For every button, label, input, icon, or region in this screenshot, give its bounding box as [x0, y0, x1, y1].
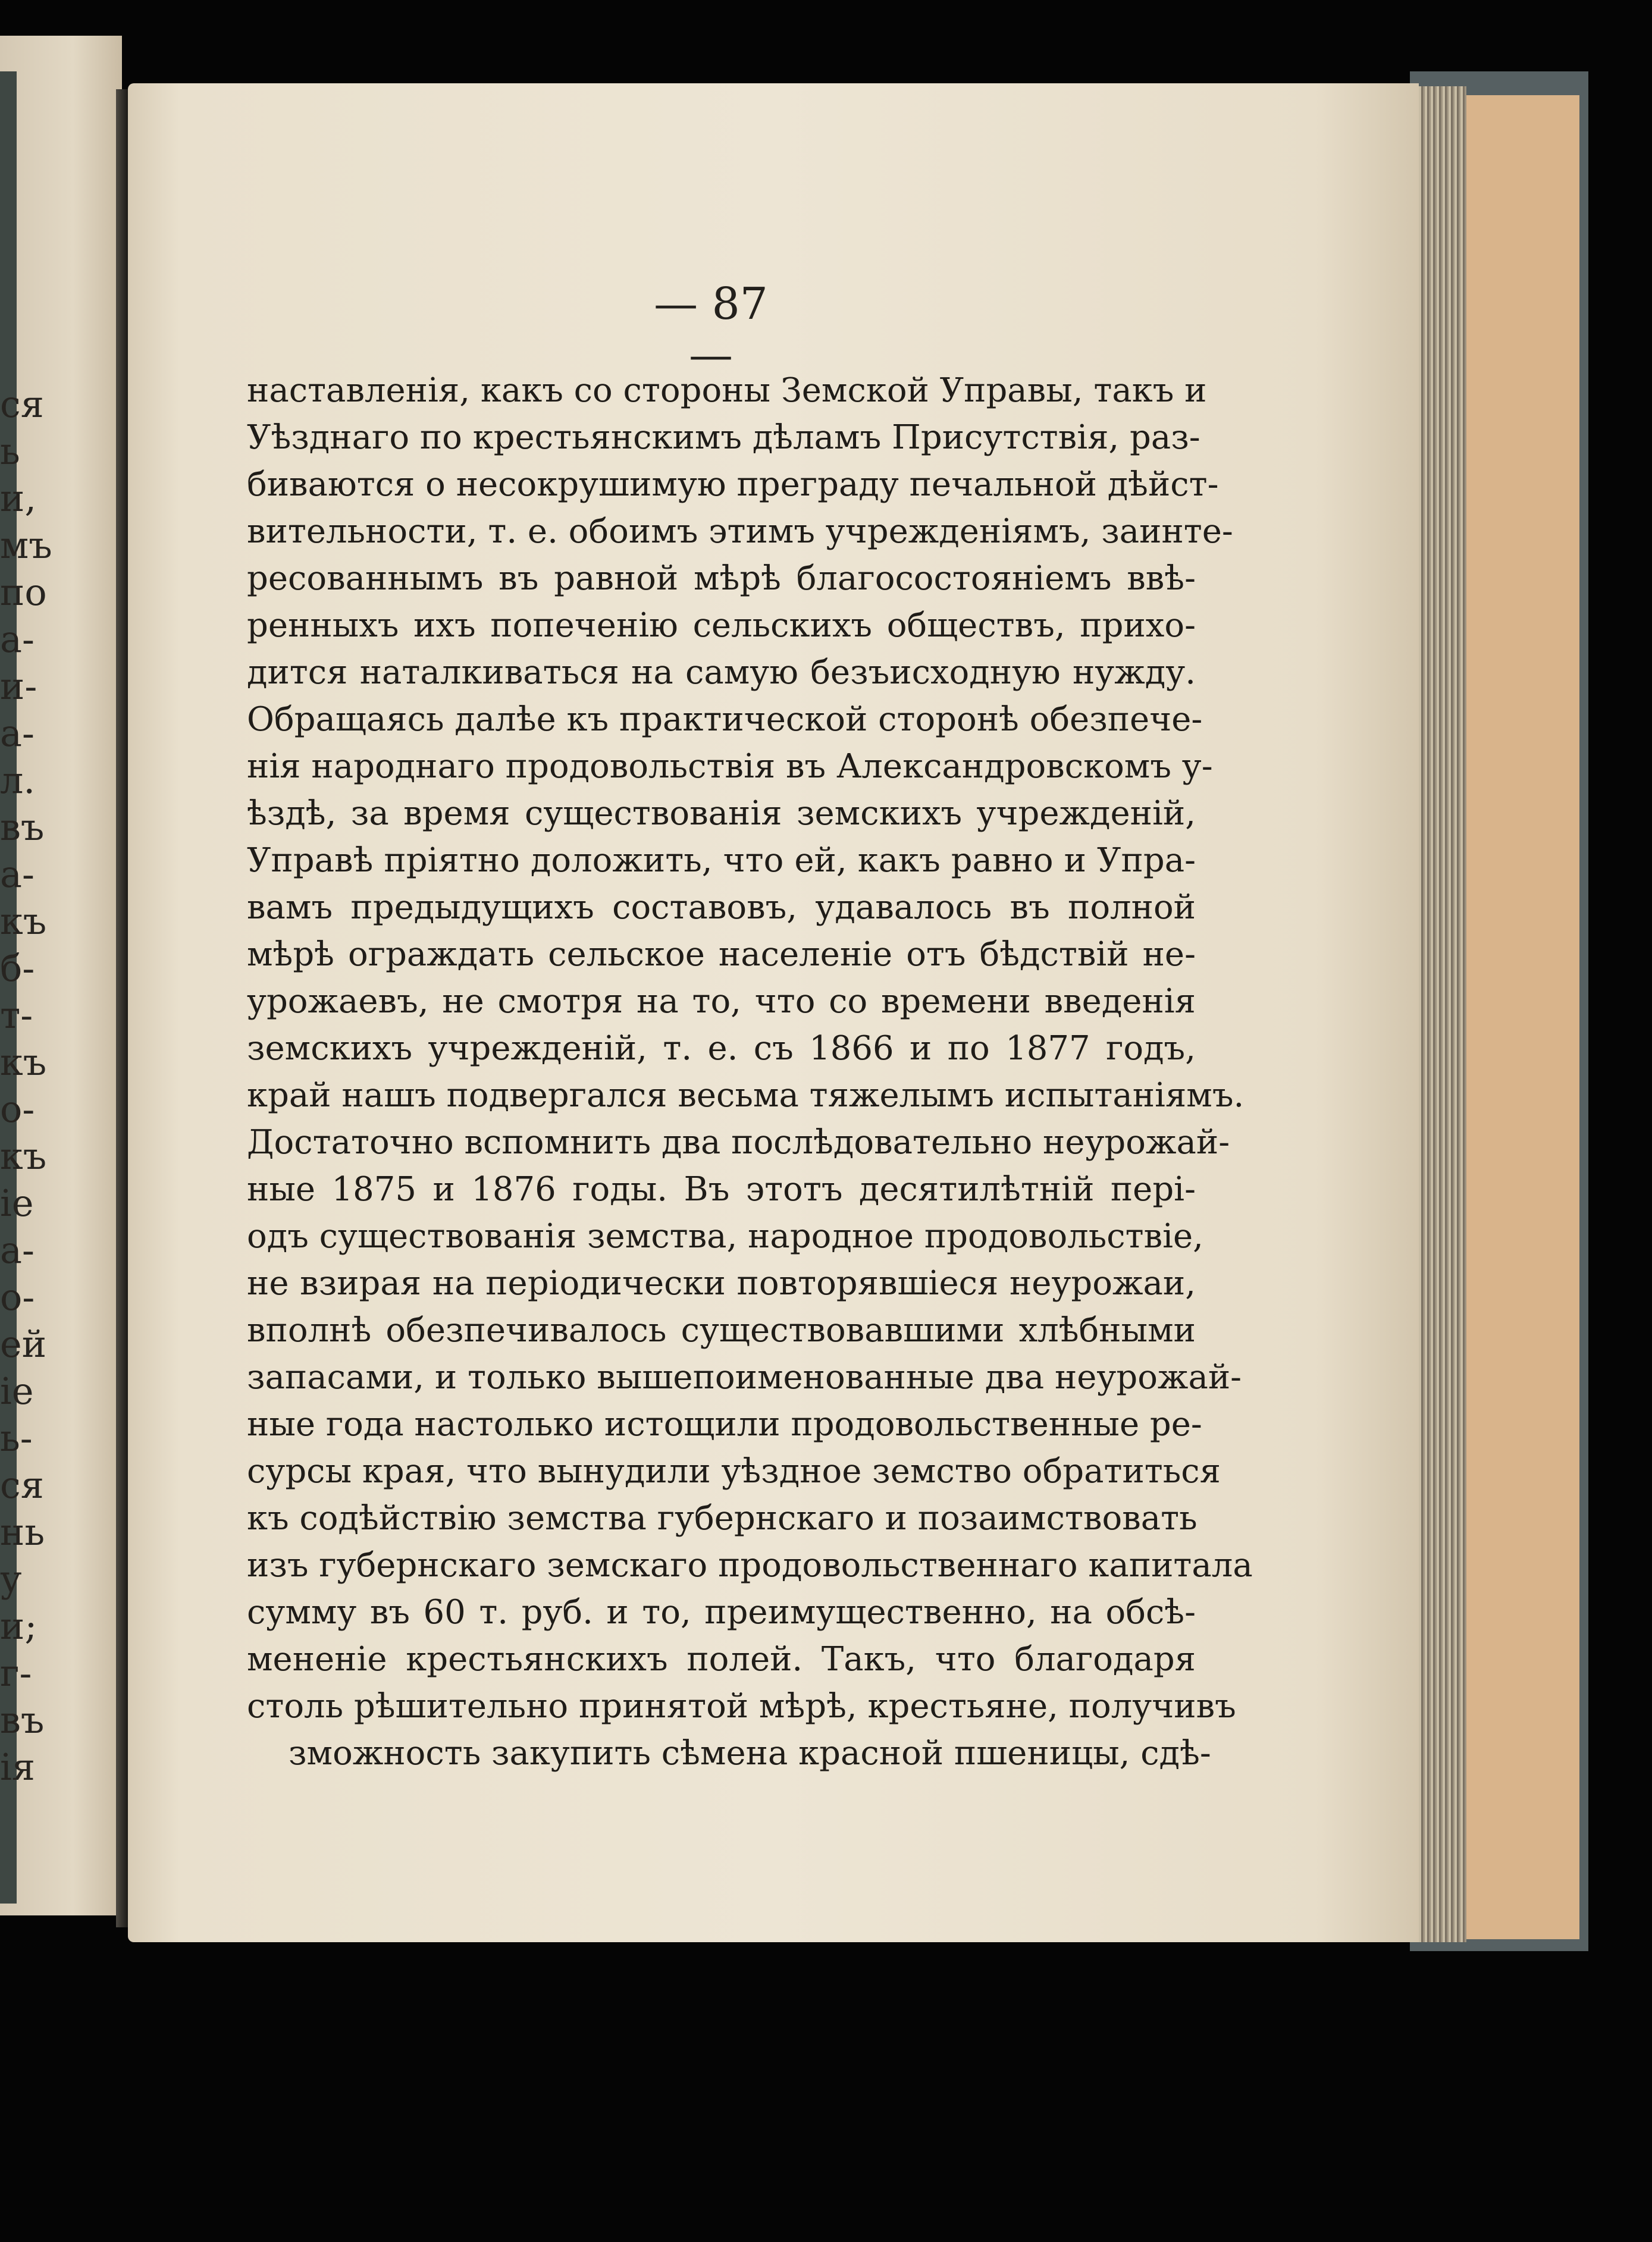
edge-fragment: нь [0, 1510, 45, 1554]
text-line: ѣздѣ, за время существованія земскихъ учрежденій, [247, 794, 1196, 833]
text-line: запасами, и только вышепоименованные два неурожай- [247, 1358, 1242, 1397]
edge-fragment: ь- [0, 1416, 33, 1460]
text-line: вамъ предыдущихъ составовъ, удавалось въ полной [247, 888, 1196, 927]
text-line: наставленія, какъ со стороны Земской Управы, такъ и [247, 371, 1207, 410]
text-line: мененіе крестьянскихъ полей. Такъ, что благодаря [247, 1640, 1196, 1679]
text-line: сумму въ 60 т. руб. и то, преимущественно, на обсѣ- [247, 1593, 1196, 1632]
text-line: къ содѣйствію земства губернскаго и позаимствовать [247, 1499, 1198, 1538]
edge-fragment: ся [0, 382, 44, 426]
text-line: изъ губернскаго земскаго продовольственнаго капитала [247, 1546, 1253, 1585]
edge-fragment: а- [0, 852, 35, 896]
text-line: ные года настолько истощили продовольственные ре- [247, 1405, 1202, 1444]
edge-fragment: іе [0, 1181, 34, 1225]
text-line: нія народнаго продовольствія въ Александровскомъ у- [247, 747, 1213, 786]
text-line: ренныхъ ихъ попеченію сельскихъ обществъ, прихо- [247, 606, 1196, 645]
text-line: Достаточно вспомнить два послѣдовательно неурожай- [247, 1123, 1230, 1162]
edge-fragment: а- [0, 711, 35, 755]
text-line: столь рѣшительно принятой мѣрѣ, крестьяне, получивъ [247, 1687, 1236, 1726]
edge-fragment: по [0, 570, 47, 614]
edge-fragment: и- [0, 664, 37, 708]
text-line: урожаевъ, не смотря на то, что со времени введенія [247, 982, 1196, 1021]
text-line: вполнѣ обезпечивалось существовавшими хлѣбными [247, 1311, 1196, 1350]
text-line: ные 1875 и 1876 годы. Въ этотъ десятилѣтній пері- [247, 1170, 1196, 1209]
text-line: одъ существованія земства, народное продовольствіе, [247, 1217, 1203, 1256]
edge-fragment: а- [0, 1228, 35, 1272]
edge-fragment: ся [0, 1463, 44, 1507]
text-line: сурсы края, что вынудили уѣздное земство обратиться [247, 1452, 1221, 1491]
edge-fragment: а- [0, 617, 35, 661]
endpaper [1466, 95, 1579, 1939]
text-line: не взирая на періодически повторявшіеся неурожаи, [247, 1264, 1196, 1303]
edge-fragment: къ [0, 899, 47, 943]
text-line: мѣрѣ ограждать сельское населеніе отъ бѣдствій не- [247, 935, 1196, 974]
edge-fragment: у [0, 1557, 22, 1601]
text-line: зможность закупить сѣмена красной пшеницы, сдѣ- [289, 1734, 1211, 1773]
text-line: край нашъ подвергался весьма тяжелымъ испытаніямъ. [247, 1076, 1245, 1115]
text-line: ресованнымъ въ равной мѣрѣ благосостояніемъ ввѣ- [247, 559, 1196, 598]
edge-fragment: іе [0, 1369, 34, 1413]
edge-fragment: и, [0, 476, 37, 520]
text-line: вительности, т. е. обоимъ этимъ учрежденіямъ, заинте- [247, 512, 1233, 551]
text-line: Управѣ пріятно доложить, что ей, какъ равно и Упра- [247, 841, 1196, 880]
edge-fragment: къ [0, 1134, 47, 1178]
edge-fragment: ей [0, 1322, 47, 1366]
edge-fragment: къ [0, 1040, 47, 1084]
page-number: — 87 — [654, 278, 768, 381]
edge-fragment: г- [0, 1651, 32, 1695]
edge-fragment: ь [0, 429, 20, 473]
text-line: земскихъ учрежденій, т. е. съ 1866 и по 1877 годъ, [247, 1029, 1196, 1068]
edge-fragment: т- [0, 993, 33, 1037]
edge-fragment: мъ [0, 523, 52, 567]
text-line: Обращаясь далѣе къ практической сторонѣ обезпече- [247, 700, 1203, 739]
text-line: биваются о несокрушимую преграду печальной дѣйст- [247, 465, 1219, 504]
edge-fragment: въ [0, 805, 45, 849]
edge-fragment: о- [0, 1275, 35, 1319]
left-page-edge-text [0, 381, 59, 1791]
edge-fragment: и; [0, 1604, 37, 1648]
text-line: Уѣзднаго по крестьянскимъ дѣламъ Присутствія, раз- [247, 418, 1200, 457]
edge-fragment: л. [0, 758, 36, 802]
edge-fragment: въ [0, 1698, 45, 1742]
body-text [247, 367, 1253, 1777]
edge-fragment: о- [0, 1087, 35, 1131]
edge-fragment: ія [0, 1745, 35, 1789]
text-line: дится наталкиваться на самую безъисходную нужду. [247, 653, 1196, 692]
edge-fragment: б- [0, 946, 35, 990]
